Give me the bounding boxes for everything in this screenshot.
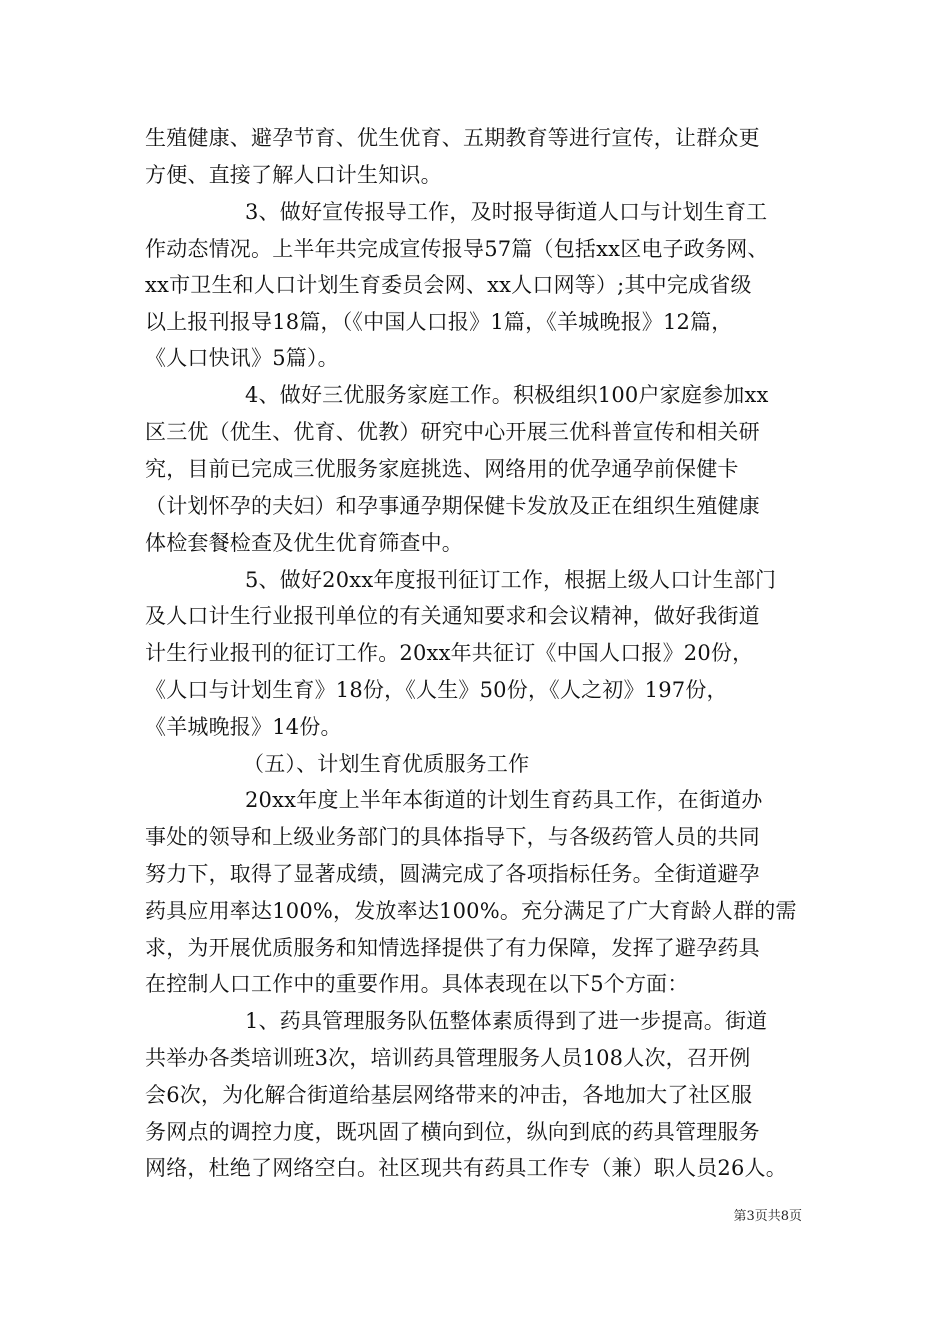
body-text-line: 方便、直接了解人口计生知识。 — [145, 163, 442, 187]
body-text-line: 4、做好三优服务家庭工作。积极组织100户家庭参加xx — [245, 383, 769, 407]
body-text-line: 网络，杜绝了网络空白。社区现共有药具工作专（兼）职人员26人。 — [145, 1156, 787, 1180]
body-text-line: 1、药具管理服务队伍整体素质得到了进一步提高。街道 — [245, 1009, 768, 1033]
page-number-footer: 第3页共8页 — [733, 1209, 802, 1224]
body-text-line: 事处的领导和上级业务部门的具体指导下，与各级药管人员的共同 — [145, 825, 760, 849]
section-heading: （五）、计划生育优质服务工作 — [243, 752, 530, 776]
body-text-line: 5、做好20xx年度报刊征订工作，根据上级人口计生部门 — [245, 568, 777, 592]
body-text-line: 究，目前已完成三优服务家庭挑选、网络用的优孕通孕前保健卡 — [145, 457, 739, 481]
body-text-line: 在控制人口工作中的重要作用。具体表现在以下5个方面： — [145, 972, 689, 996]
body-text-line: 计生行业报刊的征订工作。20xx年共征订《中国人口报》20份， — [145, 641, 754, 665]
body-text-line: 《人口快讯》5篇）。 — [145, 346, 339, 370]
body-text-line: 《人口与计划生育》18份，《人生》50份，《人之初》197份， — [145, 678, 728, 702]
body-text-line: （计划怀孕的夫妇）和孕事通孕期保健卡发放及正在组织生殖健康 — [145, 494, 760, 518]
body-text-line: 共举办各类培训班3次，培训药具管理服务人员108人次，召开例 — [145, 1046, 751, 1070]
body-text-line: 及人口计生行业报刊单位的有关通知要求和会议精神，做好我街道 — [145, 604, 760, 628]
body-text-line: 体检套餐检查及优生优育筛查中。 — [145, 531, 463, 555]
body-text-line: 务网点的调控力度，既巩固了横向到位，纵向到底的药具管理服务 — [145, 1120, 760, 1144]
body-text-line: xx市卫生和人口计划生育委员会网、xx人口网等）;其中完成省级 — [145, 273, 752, 297]
body-text-line: 生殖健康、避孕节育、优生优育、五期教育等进行宣传，让群众更 — [145, 126, 760, 150]
body-text-line: 求，为开展优质服务和知情选择提供了有力保障，发挥了避孕药具 — [145, 936, 760, 960]
body-text-line: 20xx年度上半年本街道的计划生育药具工作，在街道办 — [245, 788, 763, 812]
body-text-line: 以上报刊报导18篇，（《中国人口报》1篇，《羊城晚报》12篇， — [145, 310, 733, 334]
body-text-line: 努力下，取得了显著成绩，圆满完成了各项指标任务。全街道避孕 — [145, 862, 760, 886]
body-text-line: 作动态情况。上半年共完成宣传报导57篇（包括xx区电子政务网、 — [145, 237, 769, 261]
body-text-line: 会6次，为化解合街道给基层网络带来的冲击，各地加大了社区服 — [145, 1083, 753, 1107]
body-text-line: 3、做好宣传报导工作，及时报导街道人口与计划生育工 — [245, 200, 768, 224]
body-text-line: 区三优（优生、优育、优教）研究中心开展三优科普宣传和相关研 — [145, 420, 760, 444]
body-text-line: 《羊城晚报》14份。 — [145, 715, 342, 739]
body-text-line: 药具应用率达100%，发放率达100%。充分满足了广大育龄人群的需 — [145, 899, 797, 923]
